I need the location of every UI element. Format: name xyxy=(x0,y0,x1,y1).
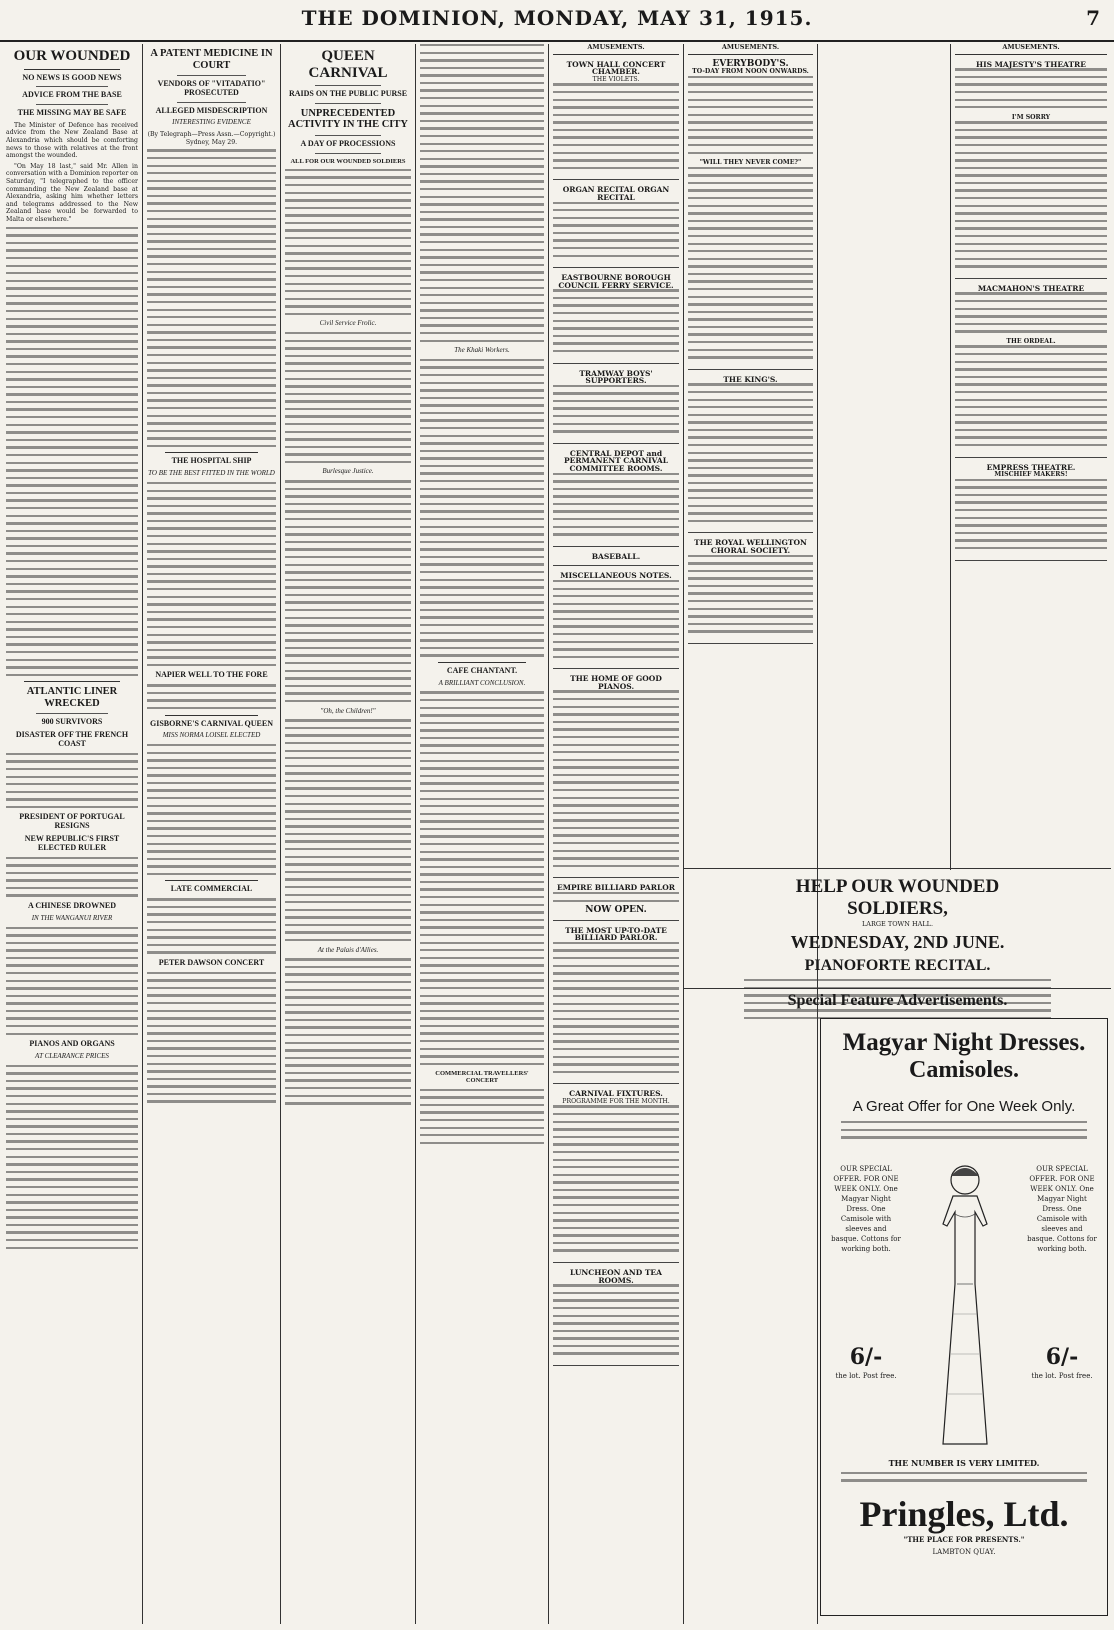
column-7-amusements xyxy=(951,44,1111,870)
special-feature-banner: Special Feature Advertisements. xyxy=(787,992,1008,1009)
article-paragraph: "On May 18 last," said Mr. Allen in conversation with a Dominion reporter on Saturday, "I telegraphed to the officer commanding the New Zealand base at Alexandria, asking him whether letters and telegrams addressed to the New Zealand base would be forwarded to Malta or elsewhere." xyxy=(6,162,138,224)
section-header: AMUSEMENTS. xyxy=(553,44,679,55)
advertisement: THE KING'S. xyxy=(688,373,813,534)
text-block xyxy=(147,744,276,875)
text-block xyxy=(285,332,411,463)
text-block xyxy=(420,1089,544,1144)
advertisement: EMPRESS THEATRE. MISCHIEF MAKERS! xyxy=(955,461,1107,561)
section-heading: At the Palais d'Allies. xyxy=(317,945,379,954)
advertisement: THE HOME OF GOOD PIANOS. xyxy=(553,672,679,878)
article-paragraph: The Minister of Defence has received advice from the New Zealand Base at Alexandria which should be comforting news to those with relatives at the front amongst the wounded. xyxy=(6,121,138,160)
offer-details-right: OUR SPECIAL OFFER. FOR ONE WEEK ONLY. One Magyar Night Dress. One Camisole with sleeves and basque. Cottons for working both. xyxy=(1027,1164,1097,1253)
text-block xyxy=(285,719,411,941)
subheadline: 900 SURVIVORS xyxy=(41,717,103,727)
text-block xyxy=(420,359,544,657)
advertisement: MACMAHON'S THEATRE THE ORDEAL. xyxy=(955,282,1107,458)
subheadline: UNPRECEDENTED ACTIVITY IN THE CITY xyxy=(288,107,408,131)
limited-notice: THE NUMBER IS VERY LIMITED. xyxy=(888,1457,1040,1468)
subheadline: TO BE THE BEST FITTED IN THE WORLD xyxy=(148,469,275,478)
subheadline: ALL FOR OUR WOUNDED SOLDIERS xyxy=(290,157,406,165)
text-block xyxy=(285,958,411,1104)
advertisement: TRAMWAY BOYS' SUPPORTERS. xyxy=(553,367,679,444)
text-block xyxy=(285,169,411,315)
headline: LATE COMMERCIAL xyxy=(170,884,253,894)
text-block xyxy=(420,691,544,1065)
headline: OUR WOUNDED xyxy=(13,48,131,64)
advertisement: BASEBALL. xyxy=(553,550,679,567)
ad-headline: Camisoles. xyxy=(909,1057,1019,1083)
brand-name: Pringles, Ltd. xyxy=(859,1493,1069,1534)
column-4 xyxy=(416,44,548,1624)
address: LAMBTON QUAY. xyxy=(932,1547,996,1556)
column-2 xyxy=(143,44,280,1624)
price-note: the lot. Post free. xyxy=(1031,1371,1093,1380)
subheadline: ADVICE FROM THE BASE xyxy=(22,90,122,100)
help-wounded-advertisement: HELP OUR WOUNDED SOLDIERS, LARGE TOWN HALL. WEDNESDAY, 2ND JUNE. PIANOFORTE RECITAL. xyxy=(684,876,1111,1028)
page-number: 7 xyxy=(1086,6,1100,30)
pringles-advertisement xyxy=(820,1018,1108,1616)
headline: COMMERCIAL TRAVELLERS' CONCERT xyxy=(435,1070,529,1085)
subheadline: VENDORS OF "VITADATIO" PROSECUTED xyxy=(157,79,266,97)
woman-figure-illustration xyxy=(913,1154,1017,1454)
subheadline: NEW REPUBLIC'S FIRST ELECTED RULER xyxy=(24,834,120,852)
text-block xyxy=(285,480,411,702)
dateline: (By Telegraph—Press Assn.—Copyright.) Sydney, May 29. xyxy=(147,131,276,146)
subheadline: A DAY OF PROCESSIONS xyxy=(300,138,396,148)
subheadline: IN THE WANGANUI RIVER xyxy=(31,913,113,922)
text-block xyxy=(6,927,138,1035)
price: 6/- xyxy=(849,1343,883,1370)
subheadline: DISASTER OFF THE FRENCH COAST xyxy=(15,730,129,748)
advertisement: EMPIRE BILLIARD PARLOR NOW OPEN. xyxy=(553,881,679,920)
advertisement: TOWN HALL CONCERT CHAMBER. THE VIOLETS. xyxy=(553,58,679,181)
subheadline: NAPIER WELL TO THE FORE xyxy=(155,670,268,680)
text-block xyxy=(6,857,138,897)
section-header: AMUSEMENTS. xyxy=(688,44,813,55)
headline: ATLANTIC LINER WRECKED xyxy=(26,686,118,709)
advertisement: THE ROYAL WELLINGTON CHORAL SOCIETY. xyxy=(688,536,813,644)
advertisement: CARNIVAL FIXTURES. PROGRAMME FOR THE MONTH. xyxy=(553,1087,679,1263)
advertisement: THE MOST UP-TO-DATE BILLIARD PARLOR. xyxy=(553,924,679,1085)
headline: A PATENT MEDICINE IN COURT xyxy=(150,48,273,71)
column-1 xyxy=(2,44,142,1624)
advertisement: CENTRAL DEPOT and PERMANENT CARNIVAL COMMITTEE ROOMS. xyxy=(553,447,679,547)
headline: PIANOS AND ORGANS xyxy=(29,1039,115,1049)
text-block xyxy=(147,684,276,709)
text-block xyxy=(147,972,276,1103)
text-block xyxy=(6,1065,138,1249)
section-divider xyxy=(684,868,1111,869)
price-note: the lot. Post free. xyxy=(835,1371,897,1380)
subheadline: A BRILLIANT CONCLUSION. xyxy=(438,678,526,687)
text-block xyxy=(147,149,276,447)
section-heading: "Oh, the Children!" xyxy=(320,706,376,715)
column-5-amusements xyxy=(549,44,683,1624)
advertisement: EVERYBODY'S. TO-DAY FROM NOON ONWARDS. "WILL THEY NEVER COME?" xyxy=(688,58,813,370)
column-3 xyxy=(281,44,415,1624)
advertisement: EASTBOURNE BOROUGH COUNCIL FERRY SERVICE. xyxy=(553,271,679,363)
headline: QUEEN CARNIVAL xyxy=(308,48,388,81)
headline: PRESIDENT OF PORTUGAL RESIGNS xyxy=(19,812,125,831)
section-heading: The Khaki Workers. xyxy=(454,346,510,355)
headline: THE HOSPITAL SHIP xyxy=(171,456,252,466)
subheadline: MISS NORMA LOISEL ELECTED xyxy=(162,731,261,740)
offer-details-left: OUR SPECIAL OFFER. FOR ONE WEEK ONLY. One Magyar Night Dress. One Camisole with sleeves and basque. Cottons for working both. xyxy=(831,1164,901,1253)
advertisement: ORGAN RECITAL ORGAN RECITAL xyxy=(553,183,679,268)
headline: A CHINESE DROWNED xyxy=(27,901,116,911)
subheadline: RAIDS ON THE PUBLIC PURSE xyxy=(288,89,408,98)
subheadline: ALLEGED MISDESCRIPTION xyxy=(155,105,268,115)
subheadline: AT CLEARANCE PRICES xyxy=(35,1052,109,1061)
advertisement: MISCELLANEOUS NOTES. xyxy=(553,569,679,669)
section-heading: Civil Service Frolic. xyxy=(319,319,377,328)
masthead xyxy=(0,0,1114,42)
text-block xyxy=(147,482,276,666)
section-heading: Burlesque Justice. xyxy=(322,467,374,476)
advertisement: LUNCHEON AND TEA ROOMS. xyxy=(553,1266,679,1366)
ad-headline: Magyar Night Dresses. xyxy=(842,1029,1086,1056)
ad-offer: A Great Offer for One Week Only. xyxy=(852,1098,1076,1115)
advertisement: HIS MAJESTY'S THEATRE I'M SORRY xyxy=(955,58,1107,279)
newspaper-title: THE DOMINION, MONDAY, MAY 31, 1915. xyxy=(301,6,813,30)
column-6-amusements xyxy=(684,44,817,870)
text-block xyxy=(6,227,138,677)
subheadline: THE MISSING MAY BE SAFE xyxy=(17,108,127,118)
section-divider xyxy=(684,988,1111,989)
headline: CAFE CHANTANT. xyxy=(446,665,518,675)
text-block xyxy=(420,44,544,342)
headline: PETER DAWSON CONCERT xyxy=(158,957,265,967)
subheadline: NO NEWS IS GOOD NEWS xyxy=(22,72,122,82)
tagline: "THE PLACE FOR PRESENTS." xyxy=(903,1534,1025,1544)
text-block xyxy=(6,753,138,808)
subheadline: INTERESTING EVIDENCE xyxy=(172,118,251,127)
price: 6/- xyxy=(1045,1343,1079,1370)
column-rule xyxy=(817,44,818,1624)
section-header: AMUSEMENTS. xyxy=(955,44,1107,55)
text-block xyxy=(147,898,276,953)
headline: GISBORNE'S CARNIVAL QUEEN xyxy=(150,718,273,728)
